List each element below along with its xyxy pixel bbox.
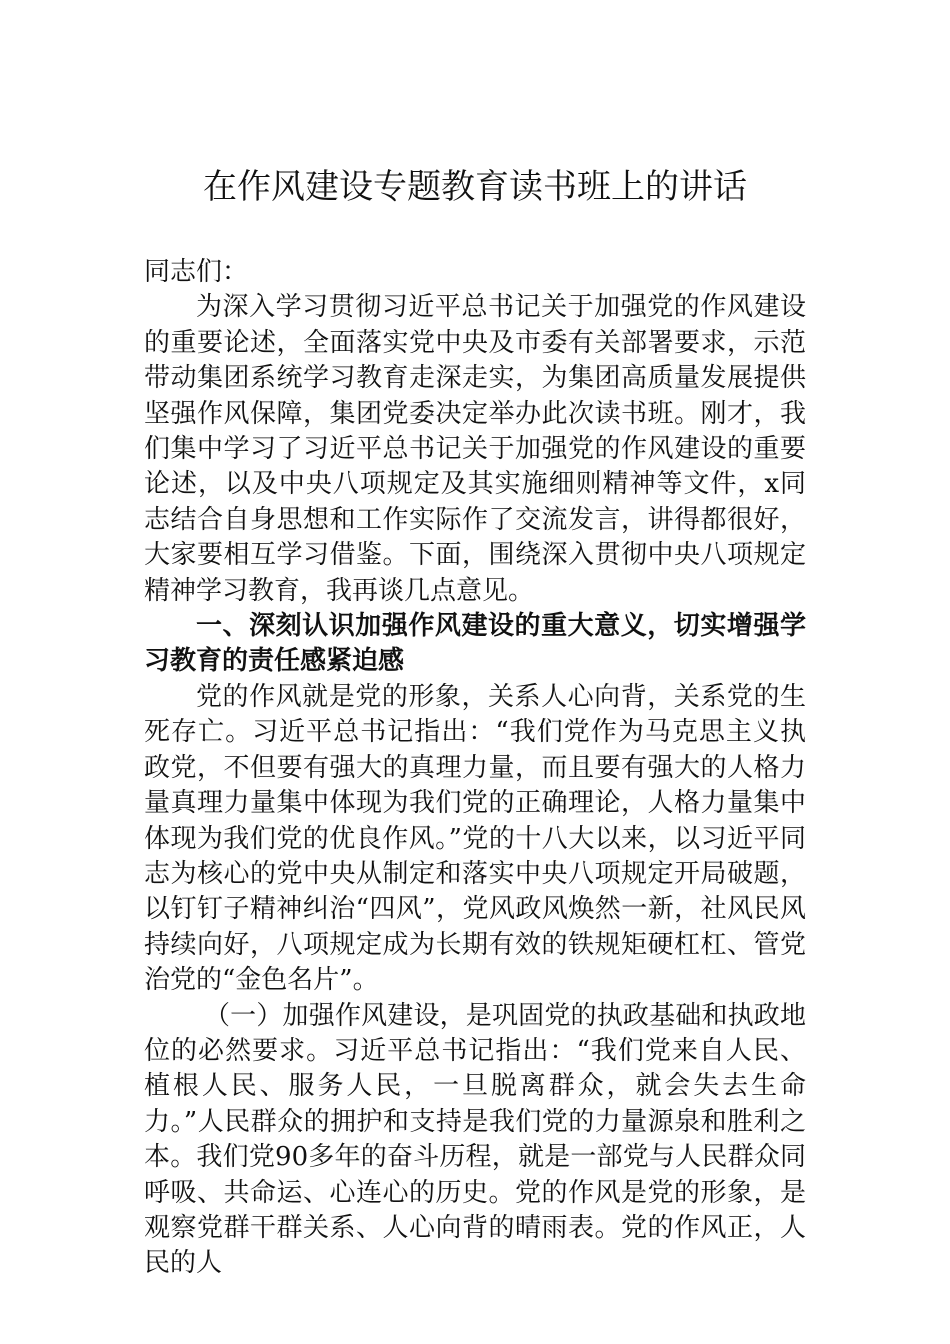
salutation: 同志们： [144, 257, 249, 287]
paragraph-subsection-1: （一）加强作风建设，是巩固党的执政基础和执政地位的必然要求。习近平总书记指出：“我们党来自人民、植根人民、服务人民，一旦脱离群众，就会失去生命力。”人民群众的拥护和支持是我们党的力量源泉和胜利之本。我们党90多年的奋斗历程，就是一部党与人民群众同呼吸、共命运、心连心的历史。党的作风是党的形象，是观察党群干群关系、人心向背的晴雨表。党的作风正，人民的人 [144, 1000, 806, 1279]
paragraph-section-1: 党的作风就是党的形象，关系人心向背，关系党的生死存亡。习近平总书记指出：“我们党作为马克思主义执政党，不但要有强大的真理力量，而且要有强大的人格力量真理力量集中体现为我们党的正确理论，人格力量集中体现为我们党的优良作风。”党的十八大以来，以习近平同志为核心的党中央从制定和落实中央八项规定开局破题，以钉钉子精神纠治“四风”，党风政风焕然一新，社风民风持续向好，八项规定成为长期有效的铁规矩硬杠杠、管党治党的“金色名片”。 [144, 681, 806, 996]
document-title: 在作风建设专题教育读书班上的讲话 [203, 167, 747, 207]
document-body [144, 255, 806, 1282]
section-heading-1: 一、深刻认识加强作风建设的重大意义，切实增强学习教育的责任感紧迫感 [144, 611, 806, 677]
paragraph-intro: 为深入学习贯彻习近平总书记关于加强党的作风建设的重要论述，全面落实党中央及市委有关部署要求，示范带动集团系统学习教育走深走实，为集团高质量发展提供坚强作风保障，集团党委决定举办此次读书班。刚才，我们集中学习了习近平总书记关于加强党的作风建设的重要论述，以及中央八项规定及其实施细则精神等文件，x同志结合自身思想和工作实际作了交流发言，讲得都很好，大家要相互学习借鉴。下面，围绕深入贯彻中央八项规定精神学习教育，我再谈几点意见。 [144, 292, 806, 606]
